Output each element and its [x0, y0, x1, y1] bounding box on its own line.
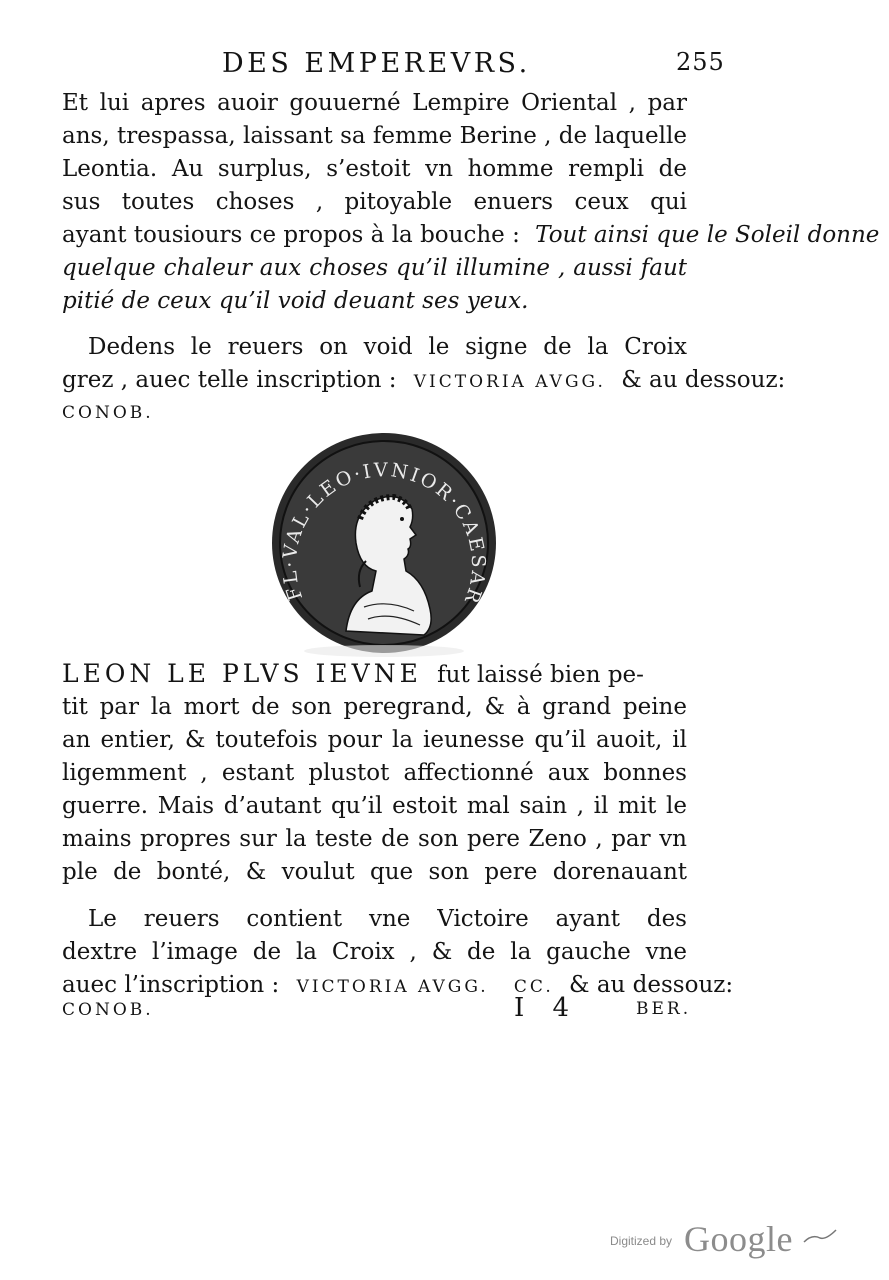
text-line: ans, trespassa, laissant sa femme Berine , de laquelle [62, 123, 687, 149]
text-line: tit par la mort de son peregrand, & à grand peine [62, 694, 687, 720]
text-run: auec l’inscription : [62, 972, 280, 998]
pen-mark-icon [802, 1226, 838, 1246]
text-line: Le reuers contient vne Victoire ayant des [88, 906, 687, 932]
text-line: Et lui apres auoir gouuerné Lempire Oriental , par [62, 90, 687, 116]
text-line [62, 218, 880, 252]
medal-shadow [304, 645, 464, 657]
medal-legend: FL·VAL·LEO·IVNIOR·CAESAR [278, 459, 490, 609]
text-line: sus toutes choses , pitoyable enuers ceux qui [62, 189, 687, 215]
page-number: 255 [676, 48, 725, 76]
text-line: Leontia. Au surplus, s’estoit vn homme rempli de [62, 156, 687, 182]
running-head [0, 44, 889, 84]
text-run: & au dessouz: [569, 972, 734, 998]
text-line: dextre l’image de la Croix , & de la gauche vne [62, 939, 687, 965]
medal-illustration [264, 431, 504, 661]
text-run: fut laissé bien pe- [437, 662, 644, 688]
quote-start: Tout ainsi que le Soleil donne [535, 222, 880, 248]
catchword: BER. [636, 999, 692, 1019]
text-run: grez , auec telle inscription : [62, 367, 397, 393]
quote-line: quelque chaleur aux choses qu’il illumine , aussi faut [62, 255, 687, 281]
text-line [62, 657, 687, 692]
text-line [62, 363, 786, 399]
digitized-watermark [610, 1218, 840, 1258]
text-line: mains propres sur la teste de son pere Zeno , par vn [62, 826, 687, 852]
inscription: VICTORIA AVGG. CC. [296, 977, 554, 997]
signature-mark: I 4 [514, 993, 580, 1023]
text-line: Dedens le reuers on void le signe de la Croix [88, 334, 687, 360]
inscription: VICTORIA AVGG. [413, 372, 606, 392]
text-line: an entier, & toutefois pour la ieunesse qu’il auoit, il [62, 727, 687, 753]
text-line: ligemment , estant plustot affectionné aux bonnes [62, 760, 687, 786]
digitized-label: Digitized by [610, 1234, 673, 1248]
inscription: CONOB. [62, 403, 154, 423]
text-line: guerre. Mais d’autant qu’il estoit mal sain , il mit le [62, 793, 687, 819]
footer-signature-line [0, 993, 889, 1033]
text-run: & au dessouz: [621, 367, 786, 393]
quote-line: pitié de ceux qu’il void deuant ses yeux. [62, 288, 529, 314]
inscription: CONOB. [62, 1000, 154, 1020]
google-logo: Google [684, 1219, 793, 1259]
text-run: ayant tousiours ce propos à la bouche : [62, 222, 520, 248]
lead-name: LEON LE PLVS IEVNE [62, 659, 422, 688]
running-title: DES EMPEREVRS. [222, 48, 531, 79]
text-line: ple de bonté, & voulut que son pere dorenauant [62, 859, 687, 885]
